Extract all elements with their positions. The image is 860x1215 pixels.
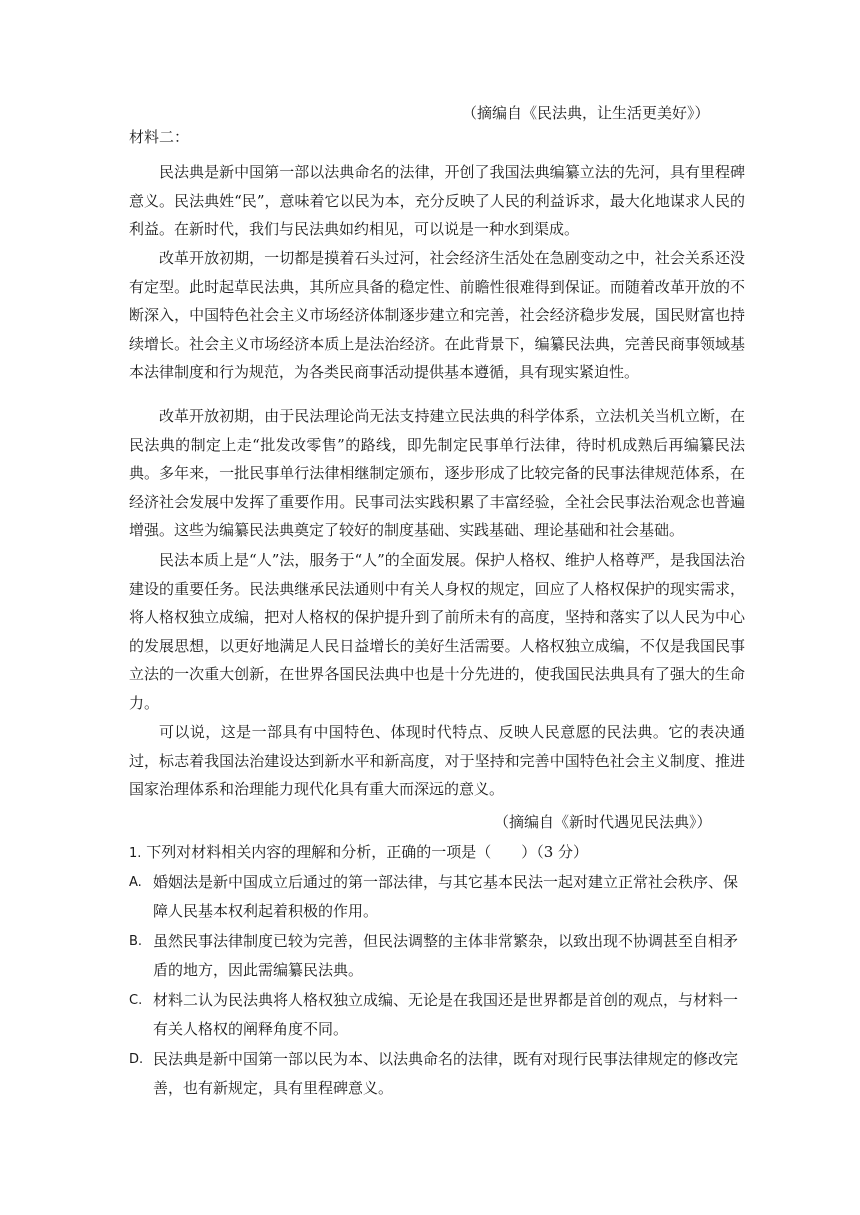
paragraph-5: 可以说，这是一部具有中国特色、体现时代特点、反映人民意愿的民法典。它的表决通过，标志着我国法治建设达到新水平和新高度，对于坚持和完善中国特色社会主义制度、推进国家治理体系和治理能力现代化具有重大而深远的意义。 — [129, 723, 745, 799]
option-text: 民法典是新中国第一部以民为本、以法典命名的法律，既有对现行民事法律规定的修改完善，也有新规定，具有里程碑意义。 — [153, 1050, 739, 1097]
option-letter: C. — [129, 993, 143, 1008]
option-d — [129, 1045, 745, 1103]
option-letter: B. — [129, 934, 143, 949]
option-letter: D. — [129, 1052, 144, 1067]
option-b — [129, 927, 745, 985]
question-number: 1. — [129, 846, 142, 861]
question-stem — [129, 838, 745, 868]
option-a — [129, 868, 745, 926]
paragraph-1: 民法典是新中国第一部以法典命名的法律，开创了我国法典编纂立法的先河，具有里程碑意义。民法典姓“民”，意味着它以民为本，充分反映了人民的利益诉求，最大化地谋求人民的利益。在新时代，我们与民法典如约相见，可以说是一种水到渠成。 — [129, 163, 745, 239]
option-text: 虽然民事法律制度已较为完善，但民法调整的主体非常繁杂，以致出现不协调甚至自相矛盾的地方，因此需编纂民法典。 — [153, 932, 739, 979]
source-citation-2: （摘编自《新时代遇见民法典》） — [494, 813, 712, 831]
material-2-label: 材料二： — [129, 128, 190, 146]
question-text: 下列对材料相关内容的理解和分析，正确的一项是（ ）（3 分） — [146, 843, 589, 861]
paragraph-4: 民法本质上是“人”法，服务于“人”的全面发展。保护人格权、维护人格尊严，是我国法治建设的重要任务。民法典继承民法通则中有关人身权的规定，回应了人格权保护的现实需求，将人格权独立成编，把对人格权的保护提升到了前所未有的高度，坚持和落实了以人民为中心的发展思想，以更好地满足人民日益增长的美好生活需要。人格权独立成编，不仅是我国民事立法的一次重大创新，在世界各国民法典中也是十分先进的，使我国民法典具有了强大的生命力。 — [129, 551, 745, 712]
paragraph-2: 改革开放初期，一切都是摸着石头过河，社会经济生活处在急剧变动之中，社会关系还没有定型。此时起草民法典，其所应具备的稳定性、前瞻性很难得到保证。而随着改革开放的不断深入，中国特色社会主义市场经济体制逐步建立和完善，社会经济稳步发展，国民财富也持续增长。社会主义市场经济本质上是法治经济。在此背景下，编纂民法典，完善民商事领域基本法律制度和行为规范，为各类民商事活动提供基本遵循，具有现实紧迫性。 — [129, 249, 745, 382]
source-citation-1: （摘编自《民法典，让生活更美好》） — [462, 104, 710, 122]
option-text: 材料二认为民法典将人格权独立成编、无论是在我国还是世界都是首创的观点，与材料一有关人格权的阐释角度不同。 — [153, 991, 739, 1038]
paragraph-3: 改革开放初期，由于民法理论尚无法支持建立民法典的科学体系，立法机关当机立断，在民法典的制定上走“批发改零售”的路线，即先制定民事单行法律，待时机成熟后再编纂民法典。多年来，一批民事单行法律相继制定颁布，逐步形成了比较完备的民事法律规范体系，在经济社会发展中发挥了重要作用。民事司法实践积累了丰富经验，全社会民事法治观念也普遍增强。这些为编纂民法典奠定了较好的制度基础、实践基础、理论基础和社会基础。 — [129, 407, 745, 540]
option-c — [129, 986, 745, 1044]
option-letter: A. — [129, 875, 142, 890]
option-text: 婚姻法是新中国成立后通过的第一部法律，与其它基本民法一起对建立正常社会秩序、保障人民基本权利起着积极的作用。 — [153, 873, 739, 920]
